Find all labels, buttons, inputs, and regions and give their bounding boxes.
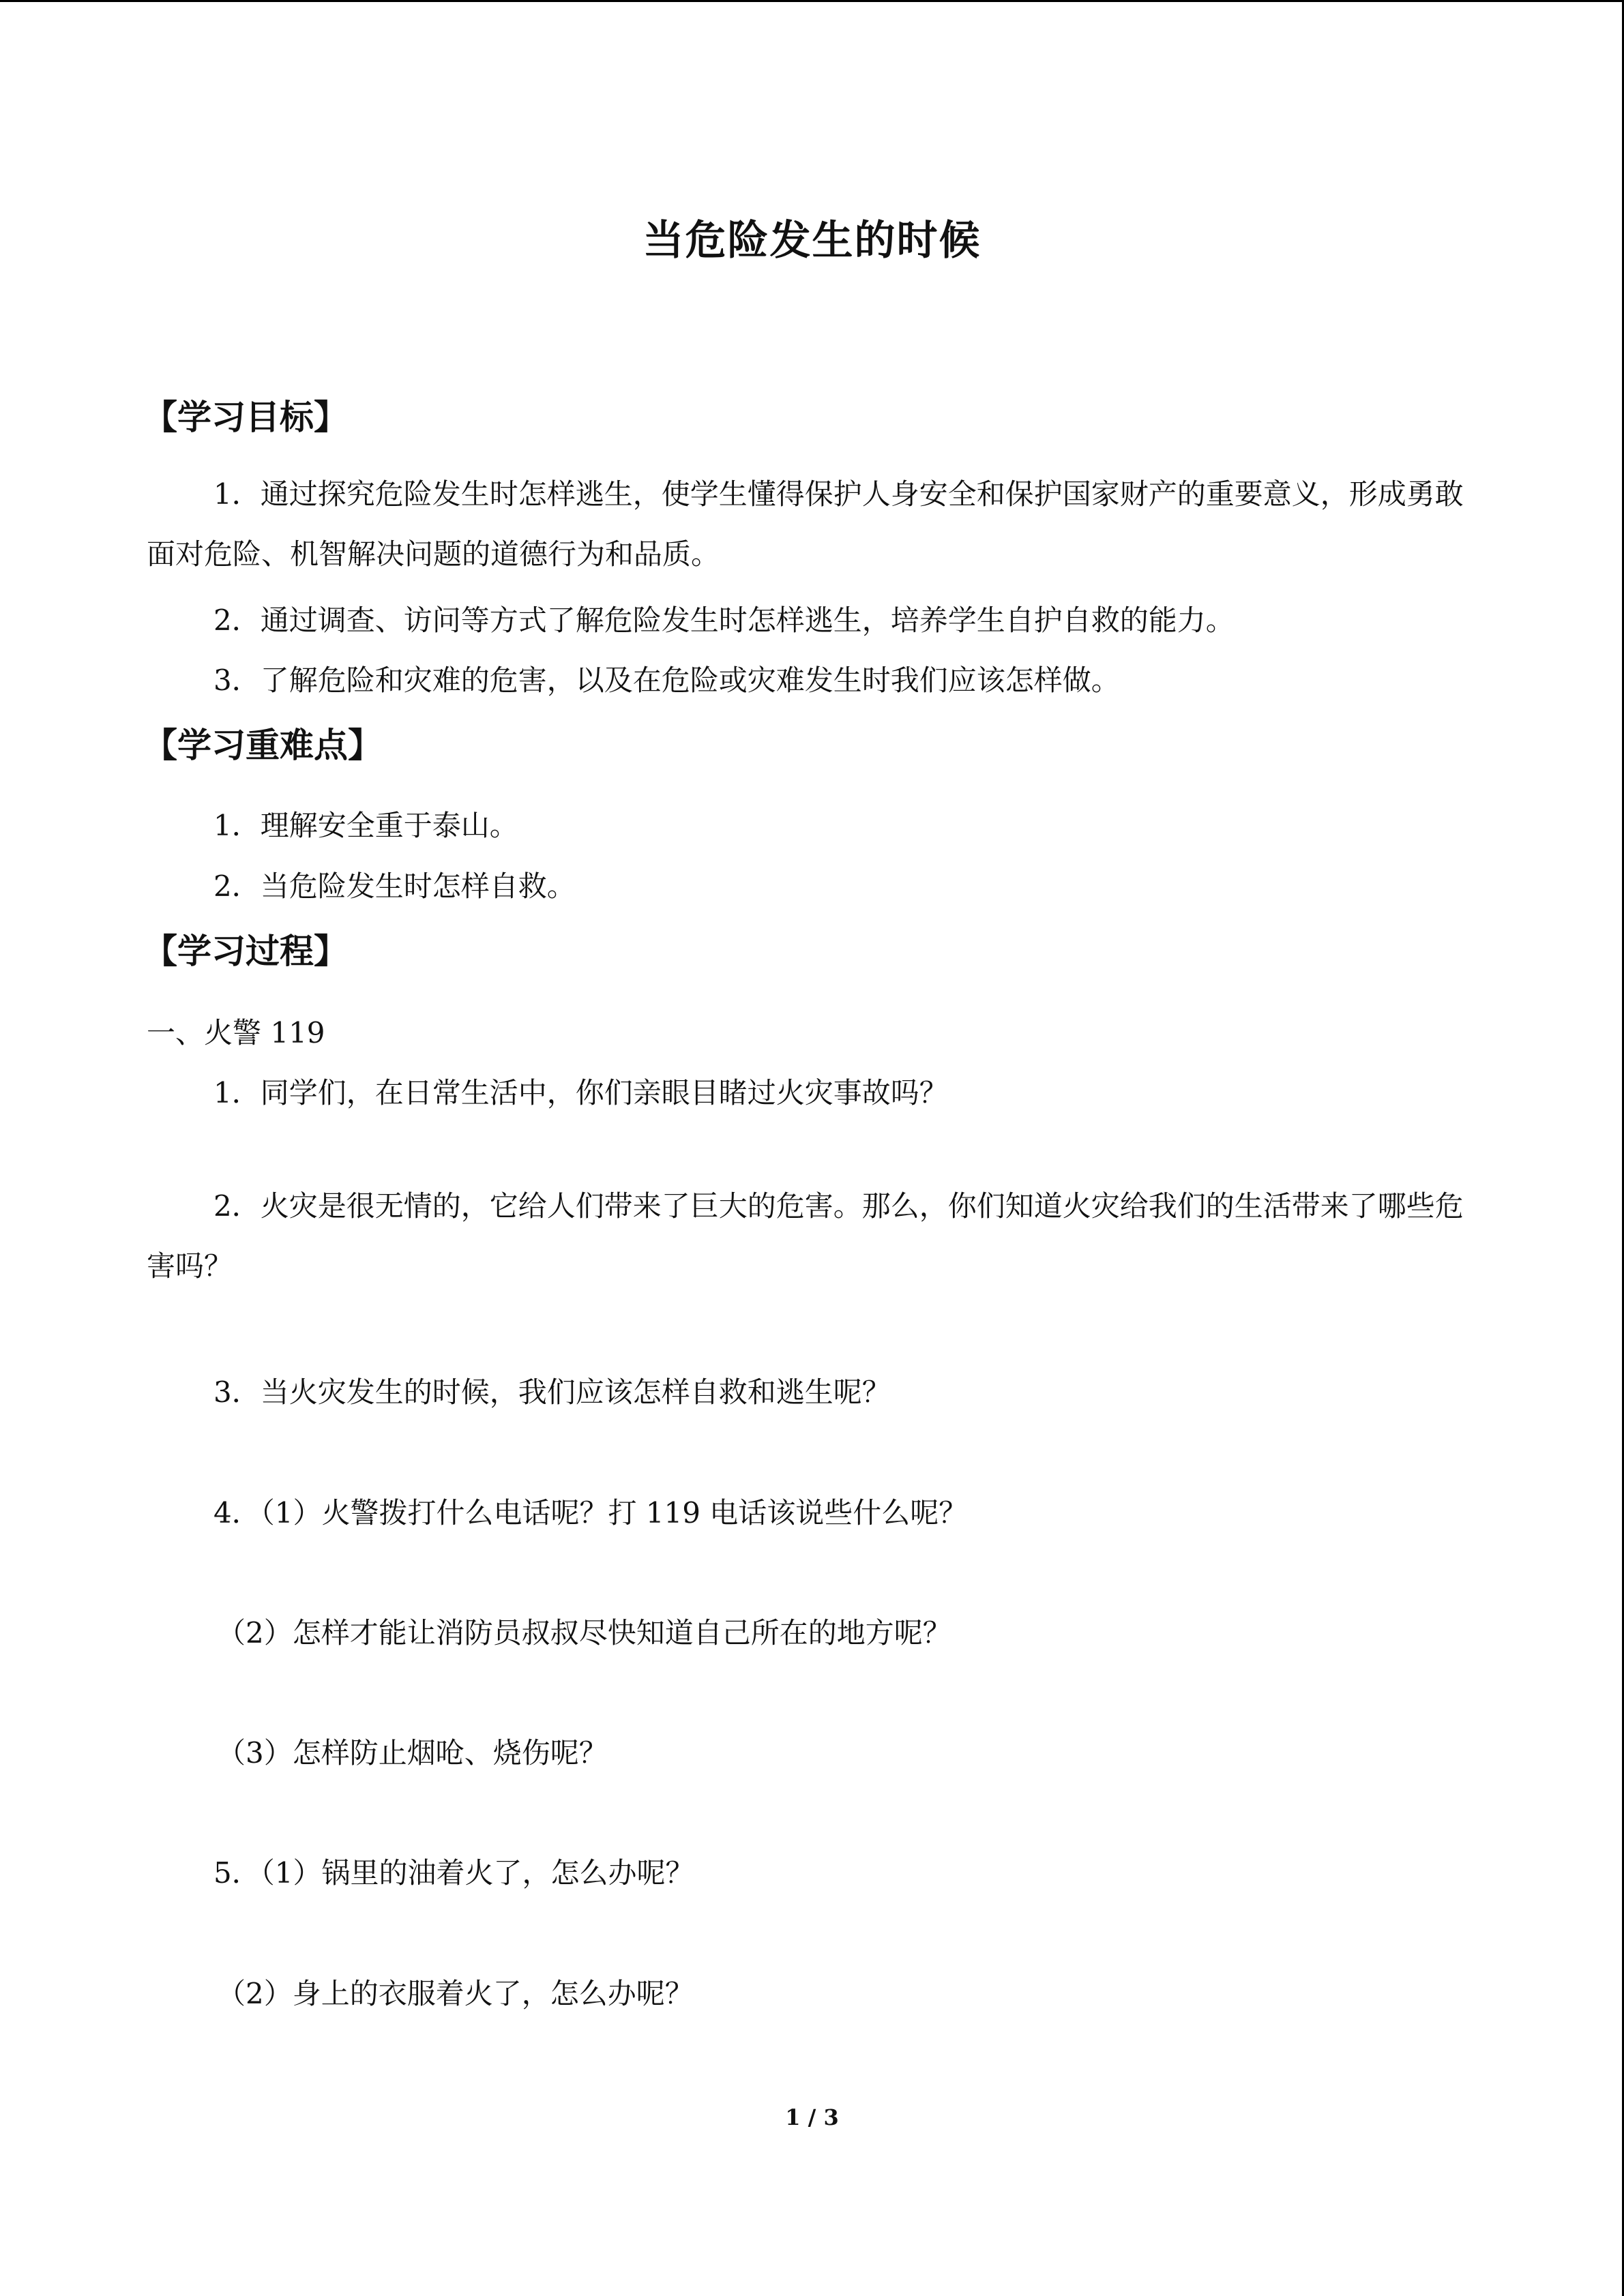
- page-number: 1 / 3: [785, 2104, 839, 2130]
- question-4-1: 4．（1）火警拨打什么电话呢？打 119 电话该说些什么呢？: [213, 1496, 968, 1530]
- question-2: 2．火灾是很无情的，它给人们带来了巨大的危害。那么，你们知道火灾给我们的生活带来了哪些危害吗？: [147, 1189, 1464, 1283]
- question-4-3: （3）怎样防止烟呛、烧伤呢？: [217, 1736, 608, 1770]
- question-3: 3．当火灾发生的时候，我们应该怎样自救和逃生呢？: [213, 1375, 891, 1409]
- goal-item-3: 3．了解危险和灾难的危害，以及在危险或灾难发生时我们应该怎样做。: [213, 664, 1120, 697]
- question-5-1: 5．（1）锅里的油着火了，怎么办呢？: [213, 1856, 694, 1890]
- goal-item-2: 2．通过调查、访问等方式了解危险发生时怎样逃生，培养学生自护自救的能力。: [213, 603, 1235, 637]
- heading-learning-process: 【学习过程】: [143, 931, 348, 971]
- key-point-item-2: 2．当危险发生时怎样自救。: [213, 869, 576, 903]
- key-point-item-1: 1．理解安全重于泰山。: [213, 809, 518, 842]
- question-4-2: （2）怎样才能让消防员叔叔尽快知道自己所在的地方呢？: [217, 1616, 951, 1650]
- document-title: 当危险发生的时候: [643, 217, 981, 265]
- heading-learning-goals: 【学习目标】: [143, 398, 348, 437]
- question-5-2: （2）身上的衣服着火了，怎么办呢？: [217, 1977, 694, 2010]
- heading-key-points: 【学习重难点】: [143, 726, 382, 765]
- goal-item-1: 1．通过探究危险发生时怎样逃生，使学生懂得保护人身安全和保护国家财产的重要意义，形成勇敢面对危险、机智解决问题的道德行为和品质。: [147, 477, 1464, 571]
- question-1: 1．同学们，在日常生活中，你们亲眼目睹过火灾事故吗？: [213, 1076, 948, 1109]
- part-1-title: 一、火警 119: [147, 1016, 325, 1049]
